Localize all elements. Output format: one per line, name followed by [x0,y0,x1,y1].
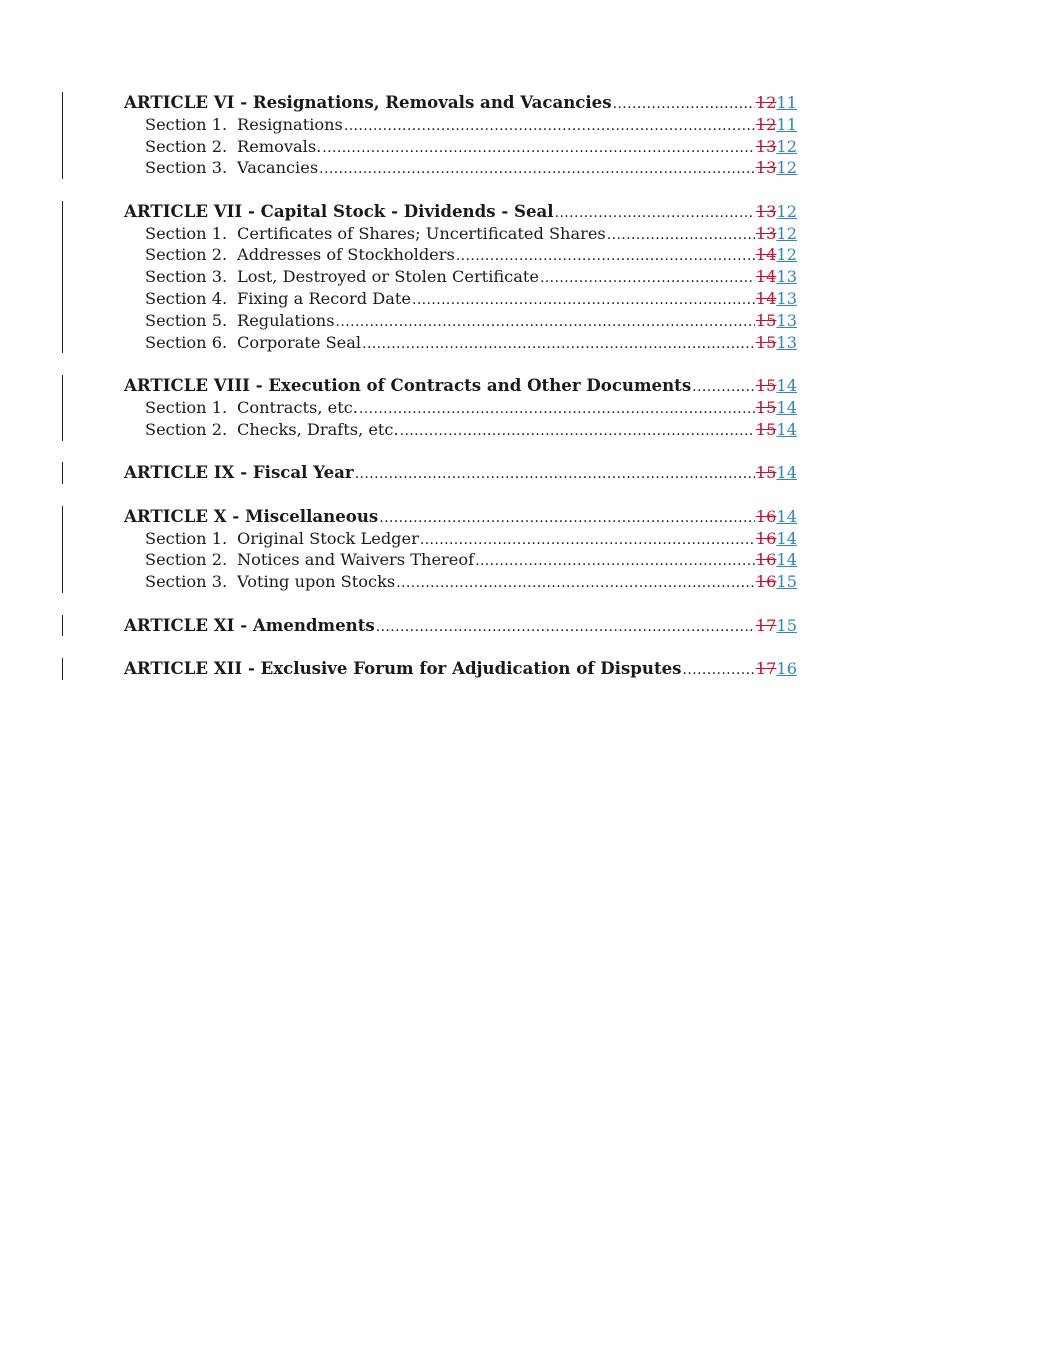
toc-section-entry[interactable] [124,223,797,245]
dot-leader [319,159,755,181]
section-number: Section 1. [145,397,228,417]
toc-article-group [0,375,1055,440]
section-title [145,244,455,266]
page-number [756,223,797,245]
toc-section-entry[interactable] [124,571,797,593]
section-name: Checks, Drafts, etc. [237,419,399,439]
section-title [145,266,539,288]
page-number [756,92,797,114]
page-number [756,288,797,310]
change-bar [62,201,63,354]
section-name: Corporate Seal [237,332,362,352]
article-title: ARTICLE VII - Capital Stock - Dividends - Seal [124,200,554,221]
section-number: Section 3. [145,267,228,287]
deleted-page-number: 15 [755,463,777,483]
page-number [756,201,797,223]
page-number [756,375,797,397]
section-title [145,114,343,136]
toc-article-group [0,92,1055,179]
section-number: Section 1. [145,223,228,243]
deleted-page-number: 13 [755,158,777,178]
dot-leader [555,203,755,225]
toc-article-entry[interactable] [124,462,797,484]
dot-leader [322,138,754,160]
toc-article-group [0,462,1055,484]
toc-article-entry[interactable] [124,201,797,223]
inserted-page-link[interactable]: 14 [776,463,797,483]
section-number: Section 3. [145,572,228,592]
toc-section-entry[interactable] [124,397,797,419]
page-number [756,571,797,593]
section-name: Original Stock Ledger [237,528,419,548]
page-number [756,528,797,550]
deleted-page-number: 16 [755,572,777,592]
section-name: Resignations [237,114,343,134]
section-name: Certificates of Shares; Uncertificated Shares [237,223,606,243]
section-title [145,397,358,419]
change-bar [62,92,63,179]
inserted-page-link[interactable]: 16 [776,659,797,679]
deleted-page-number: 13 [755,136,777,156]
change-bar [62,658,63,680]
dot-leader [540,268,755,290]
dot-leader [400,421,755,443]
section-number: Section 4. [145,289,228,309]
inserted-page-link[interactable]: 13 [776,332,797,352]
deleted-page-number: 12 [755,114,777,134]
toc-section-entry[interactable] [124,288,797,310]
section-number: Section 2. [145,550,228,570]
deleted-page-number: 14 [755,245,777,265]
section-title [145,571,395,593]
change-bar [62,375,63,440]
section-name: Addresses of Stockholders [237,245,455,265]
page-number [756,310,797,332]
article-title: ARTICLE X - Miscellaneous [124,505,379,526]
deleted-page-number: 17 [755,615,777,635]
section-number: Section 2. [145,419,228,439]
dot-leader [683,660,755,682]
inserted-page-link[interactable]: 14 [776,550,797,570]
inserted-page-link[interactable]: 14 [776,528,797,548]
toc-section-entry[interactable] [124,244,797,266]
section-title [145,332,361,354]
deleted-page-number: 16 [755,528,777,548]
section-name: Lost, Destroyed or Stolen Certificate [237,267,539,287]
section-number: Section 5. [145,310,228,330]
table-of-contents [0,92,1055,702]
section-number: Section 1. [145,528,228,548]
inserted-page-link[interactable]: 14 [776,397,797,417]
dot-leader [362,334,755,356]
toc-article-entry[interactable] [124,615,797,637]
page-number [756,397,797,419]
toc-article-group [0,658,1055,680]
deleted-page-number: 15 [755,332,777,352]
dot-leader [475,551,755,573]
page-number [756,615,797,637]
article-title: ARTICLE VIII - Execution of Contracts and Other Documents [124,375,692,396]
toc-section-entry[interactable] [124,157,797,179]
section-title [145,310,335,332]
toc-section-entry[interactable] [124,549,797,571]
section-name: Contracts, etc. [237,397,358,417]
deleted-page-number: 15 [755,310,777,330]
article-title: ARTICLE VI - Resignations, Removals and Vacancies [124,92,612,112]
dot-leader [607,225,755,247]
deleted-page-number: 12 [755,93,777,112]
page-number [756,332,797,354]
toc-article-entry[interactable] [124,506,797,528]
toc-section-entry[interactable] [124,310,797,332]
inserted-page-link[interactable]: 12 [776,223,797,243]
toc-article-group [0,201,1055,354]
page-number [756,136,797,158]
change-bar [62,462,63,484]
deleted-page-number: 14 [755,289,777,309]
dot-leader [355,464,755,486]
section-name: Regulations [237,310,335,330]
toc-article-group [0,506,1055,593]
deleted-page-number: 17 [755,659,777,679]
page-number [756,658,797,680]
deleted-page-number: 13 [755,223,777,243]
toc-section-entry[interactable] [124,528,797,550]
dot-leader [456,246,755,268]
article-title: ARTICLE XI - Amendments [124,614,375,635]
deleted-page-number: 14 [755,267,777,287]
deleted-page-number: 16 [755,550,777,570]
inserted-page-link[interactable]: 14 [776,419,797,439]
section-number: Section 2. [145,136,228,156]
inserted-page-link[interactable]: 15 [776,572,797,592]
toc-article-group [0,615,1055,637]
change-bar [62,615,63,637]
inserted-page-link[interactable]: 14 [776,506,797,526]
page-number [756,419,797,441]
inserted-page-link[interactable]: 12 [776,136,797,156]
inserted-page-link[interactable]: 12 [776,158,797,178]
section-title [145,419,399,441]
section-title [145,157,318,179]
inserted-page-link[interactable]: 14 [776,376,797,396]
dot-leader [379,508,755,530]
inserted-page-link[interactable]: 13 [776,267,797,287]
inserted-page-link[interactable]: 11 [776,93,797,112]
dot-leader [336,312,755,334]
dot-leader [359,399,755,421]
page-number [756,462,797,484]
page-number [756,157,797,179]
inserted-page-link[interactable]: 13 [776,289,797,309]
deleted-page-number: 15 [755,397,777,417]
dot-leader [344,116,755,138]
change-bar [62,506,63,593]
article-title: ARTICLE XII - Exclusive Forum for Adjudication of Disputes [124,658,682,679]
toc-section-entry[interactable] [124,136,797,158]
section-title [145,549,474,571]
inserted-page-link[interactable]: 13 [776,310,797,330]
section-number: Section 1. [145,114,228,134]
section-number: Section 2. [145,245,228,265]
toc-section-entry[interactable] [124,114,797,136]
page-number [756,244,797,266]
dot-leader [613,94,755,116]
section-title [145,528,419,550]
toc-article-entry[interactable] [124,92,797,114]
section-number: Section 6. [145,332,228,352]
section-name: Fixing a Record Date [237,289,411,309]
toc-section-entry[interactable] [124,266,797,288]
toc-section-entry[interactable] [124,332,797,354]
dot-leader [420,530,755,552]
inserted-page-link[interactable]: 12 [776,245,797,265]
inserted-page-link[interactable]: 11 [776,114,797,134]
article-title: ARTICLE IX - Fiscal Year [124,462,354,483]
page-number [756,549,797,571]
section-name: Notices and Waivers Thereof [237,550,475,570]
section-title [145,223,606,245]
inserted-page-link[interactable]: 12 [776,201,797,221]
section-title [145,288,411,310]
dot-leader [692,377,755,399]
section-name: Vacancies [237,158,319,178]
deleted-page-number: 15 [755,419,777,439]
dot-leader [412,290,755,312]
toc-article-entry[interactable] [124,658,797,680]
page-number [756,266,797,288]
page-number [756,114,797,136]
toc-section-entry[interactable] [124,419,797,441]
section-name: Removals. [237,136,322,156]
section-title [145,136,321,158]
toc-article-entry[interactable] [124,375,797,397]
inserted-page-link[interactable]: 15 [776,615,797,635]
section-number: Section 3. [145,158,228,178]
deleted-page-number: 13 [755,201,777,221]
dot-leader [396,573,755,595]
dot-leader [376,617,755,639]
deleted-page-number: 15 [755,376,777,396]
deleted-page-number: 16 [755,506,777,526]
section-name: Voting upon Stocks [237,572,396,592]
page-number [756,506,797,528]
